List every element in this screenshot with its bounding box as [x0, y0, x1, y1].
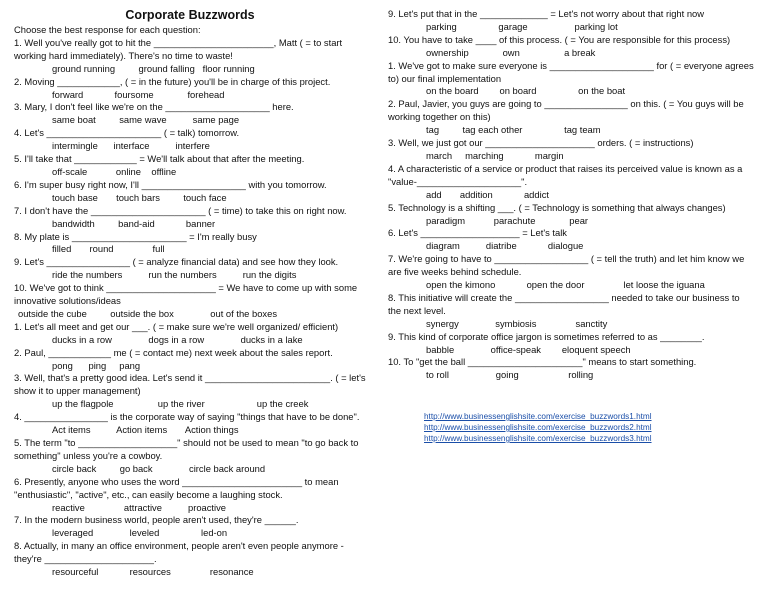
answer-options: filled round full: [52, 243, 165, 255]
question-text: 2. Paul, Javier, you guys are going to ________________ on this. ( = You guys will be working together on this): [388, 98, 747, 123]
answer-options: ride the numbers run the numbers run the digits: [52, 269, 297, 281]
answer-options: touch base touch bars touch face: [52, 191, 227, 203]
question-text: 7. In the modern business world, people aren't used, they're ______.: [14, 514, 299, 526]
question-text: 10. To "get the ball ______________________" means to start something.: [388, 356, 697, 368]
answer-options: bandwidth band-aid banner: [52, 217, 216, 229]
question-text: 1. We've got to make sure everyone is ____________________ for ( = everyone agrees to) our final implementation: [388, 59, 757, 84]
answer-options: ownership own a break: [426, 46, 596, 58]
question-text: 3. Well, we just got our _____________________ orders. ( = instructions): [388, 137, 694, 149]
answer-options: off-scale online offline: [52, 165, 177, 177]
answer-options: pong ping pang: [52, 359, 141, 371]
worksheet-title: Corporate Buzzwords: [125, 8, 255, 22]
answer-options: same boat same wave same page: [52, 114, 240, 126]
question-text: 1. Well you've really got to hit the _______________________, Matt ( = to start working hard immediately). There's no time to waste!: [14, 36, 345, 61]
question-text: 6. I'm super busy right now, I'll ____________________ with you tomorrow.: [14, 178, 327, 190]
question-text: 9. This kind of corporate office jargon is sometimes referred to as ________.: [388, 330, 705, 342]
question-text: 6. Let's ___________________ = Let's talk: [388, 227, 567, 239]
question-text: 2. Moving ____________, ( = in the future) you'll be in charge of this project.: [14, 75, 331, 87]
answer-options: add addition addict: [426, 188, 549, 200]
exercise-link[interactable]: http://www.businessenglishsite.com/exercise_buzzwords2.html: [424, 423, 652, 432]
question-text: 3. Mary, I don't feel like we're on the ____________________ here.: [14, 101, 294, 113]
question-text: Choose the best response for each question:: [14, 24, 201, 35]
question-text: 7. We're going to have to __________________ ( = tell the truth) and let him know we are five weeks behind schedule.: [388, 253, 747, 278]
exercise-link[interactable]: http://www.businessenglishsite.com/exercise_buzzwords3.html: [424, 434, 652, 443]
question-text: 3. Well, that's a pretty good idea. Let's send it ________________________. ( = let's show it to upper management): [14, 372, 369, 397]
question-text: 5. I'll take that ____________ = We'll talk about that after the meeting.: [14, 153, 305, 165]
answer-options: diagram diatribe dialogue: [426, 240, 584, 252]
question-text: 8. My plate is ______________________ = I'm really busy: [14, 230, 257, 242]
answer-options: babble office-speak eloquent speech: [426, 343, 631, 355]
right-column: [388, 8, 757, 382]
answer-options: up the flagpole up the river up the creek: [52, 398, 309, 410]
question-text: 9. Let's ________________ ( = analyze financial data) and see how they look.: [14, 256, 339, 268]
question-text: 8. Actually, in many an office environment, people aren't even people anymore - they're _____________________.: [14, 540, 347, 565]
answer-options: forward foursome forehead: [52, 88, 225, 100]
answer-options: resourceful resources resonance: [52, 566, 254, 578]
question-text: 1. Let's all meet and get our ___. ( = make sure we're well organized/ efficient): [14, 320, 339, 332]
answer-options: on the board on board on the boat: [426, 85, 626, 97]
answer-options: paradigm parachute pear: [426, 214, 589, 226]
answer-options: intermingle interface interfere: [52, 140, 210, 152]
answer-options: tag tag each other tag team: [426, 124, 601, 136]
left-column: [14, 8, 369, 579]
question-text: 7. I don't have the ______________________ ( = time) to take this on right now.: [14, 204, 347, 216]
question-text: 9. Let's put that in the _____________ = Let's not worry about that right now: [388, 8, 705, 19]
question-text: 6. Presently, anyone who uses the word _______________________ to mean "enthusiastic", "active", etc., can easily become a laughing stock.: [14, 475, 342, 500]
answer-options: march marching margin: [426, 149, 564, 161]
answer-options: Act items Action items Action things: [52, 424, 239, 436]
answer-options: outside the cube outside the box out of the boxes: [18, 307, 278, 319]
reference-links: [424, 411, 652, 444]
left-exercise-list: [14, 24, 369, 579]
question-text: 10. You have to take ____ of this process. ( = You are responsible for this process): [388, 33, 731, 45]
question-text: 4. ________________ is the corporate way of saying "things that have to be done".: [14, 411, 360, 423]
right-exercise-list: [388, 8, 757, 382]
question-text: 5. The term "to ___________________" should not be used to mean "to go back to something" unless you're a cowboy.: [14, 437, 362, 461]
answer-options: open the kimono open the door let loose the iguana: [426, 279, 705, 291]
question-text: 4. A characteristic of a service or product that raises its perceived value is known as a "value-____________________".: [388, 162, 745, 187]
answer-options: reactive attractive proactive: [52, 501, 227, 513]
question-text: 8. This initiative will create the __________________ needed to take our business to the next level.: [388, 291, 743, 316]
exercise-link[interactable]: http://www.businessenglishsite.com/exercise_buzzwords1.html: [424, 412, 652, 421]
answer-options: leveraged leveled led-on: [52, 527, 228, 539]
question-text: 10. We've got to think _____________________ = We have to come up with some innovative solutions/ideas: [14, 282, 360, 307]
question-text: 5. Technology is a shifting ___. ( = Technology is something that always changes): [388, 201, 726, 213]
answer-options: ground running ground falling floor running: [52, 62, 255, 74]
question-text: 2. Paul, ____________ me ( = contact me) next week about the sales report.: [14, 346, 333, 358]
answer-options: to roll going rolling: [426, 369, 594, 381]
answer-options: circle back go back circle back around: [52, 462, 266, 474]
answer-options: ducks in a row dogs in a row ducks in a lake: [52, 333, 303, 345]
answer-options: parking garage parking lot: [426, 20, 618, 32]
question-text: 4. Let's ______________________ ( = talk) tomorrow.: [14, 127, 240, 139]
answer-options: synergy symbiosis sanctity: [426, 317, 608, 329]
